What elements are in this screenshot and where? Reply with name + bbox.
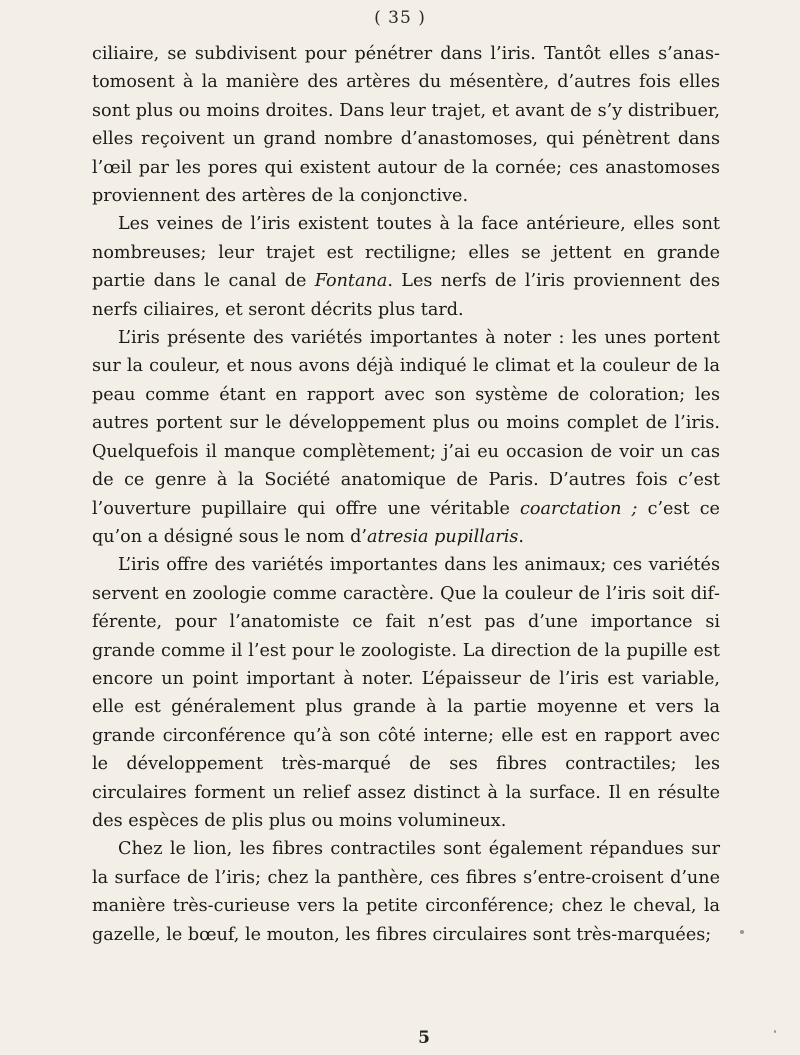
paragraph-text: . — [518, 526, 524, 547]
paragraph-1 — [92, 40, 720, 210]
paragraph-3 — [92, 324, 720, 551]
italic-term: atresia pupillaris — [366, 526, 519, 547]
paragraph-text: c’est ce qu’on a désigné sous le nom d’ — [92, 498, 720, 547]
paragraph-4 — [92, 551, 720, 835]
italic-term: Fontana — [314, 271, 388, 292]
paragraph-text: ciliaire, se subdivisent pour pénétrer dans l’iris. Tantôt elles s’anastomosent à la manière des artères du mésentère, d’autres fois elles sont plus ou moins droites. Dans leur trajet, et avant de s’y distribuer, elles reçoivent un grand nombre d’anastomoses, qui pénètrent dans l’œil par les pores qui existent autour de la cornée; ces anastomoses proviennent des artères de la conjonctive. — [92, 44, 720, 207]
paper-speck — [740, 930, 744, 934]
paragraph-2 — [92, 210, 720, 324]
paragraph-text: Chez le lion, les fibres contractiles sont également répandues sur la surface de l’iris; chez la panthère, ces fibres s’entre-croisent d’une manière très-curieuse vers la petite circonférence; chez le cheval, la gazelle, le bœuf, le mouton, les fibres circulaires sont très-marquées; — [92, 839, 720, 945]
paragraph-5 — [92, 835, 720, 949]
paper-speck — [774, 1030, 776, 1033]
paragraph-text: L’iris présente des variétés importantes à noter : les unes portent sur la couleur, et nous avons déjà indiqué le climat et la couleur de la peau comme étant en rapport avec son système de coloration; les autres portent sur le développement plus ou moins complet de l’iris. Quelquefois il manque complètement; j’ai eu occasion de voir un cas de ce genre à la Société anatomique de Paris. D’autres fois c’est l’ouverture pupillaire qui offre une véritable — [92, 328, 720, 519]
italic-term: coarctation ; — [520, 498, 638, 519]
page-number: ( 35 ) — [374, 8, 426, 28]
signature-mark: 5 — [418, 1028, 430, 1048]
paragraph-text: L’iris offre des variétés importantes dans les animaux; ces variétés servent en zoologie comme caractère. Que la couleur de l’iris soit différente, pour l’anatomiste ce fait n’est pas d’une importance si grande comme il l’est pour le zoologiste. La direction de la pupille est encore un point important à noter. L’épaisseur de l’iris est variable, elle est généralement plus grande à la partie moyenne et vers la grande circonférence qu’à son côté interne; elle est en rapport avec le développement très-marqué de ses fibres contractiles; les circulaires forment un relief assez distinct à la surface. Il en résulte des espèces de plis plus ou moins volumineux. — [92, 555, 720, 831]
paragraph-text: Les veines de l’iris existent toutes à la face antérieure, elles sont nombreuses; leur trajet est rectiligne; elles se jettent en grande partie dans le canal de — [92, 214, 720, 292]
paragraph-text: . Les nerfs de l’iris proviennent des nerfs ciliaires, et seront décrits plus tard. — [92, 271, 720, 320]
text-body — [92, 40, 720, 949]
